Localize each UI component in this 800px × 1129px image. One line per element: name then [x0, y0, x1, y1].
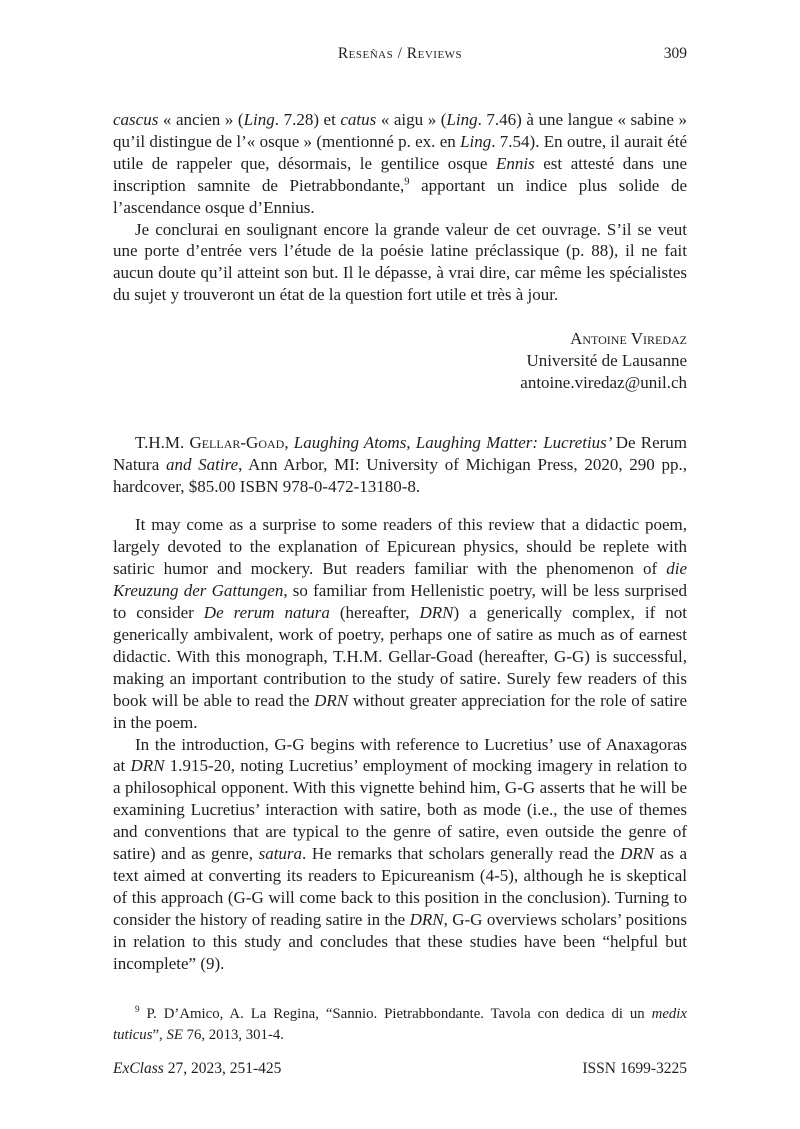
- viredaz-paragraph-continuation: cascus « ancien » (Ling. 7.28) et catus « aigu » (Ling. 7.46) à une langue « sabine » qu’il distingue de l’« osque » (mentionné p. ex. en Ling. 7.54). En outre, il aurait été utile de rappeler que, désormais, le gentilice osque Ennis est attesté dans une inscription samnite de Pietrabbondante,$^9$ apportant un indice plus solide de l’ascendance osque d’Ennius.: [113, 110, 687, 217]
- issn: ISSN 1699-3225: [582, 1060, 687, 1077]
- footnote-9: $^9$ P. D’Amico, A. La Regina, “Sannio. Pietrabbondante. Tavola con dedica di un medix tuticus”, SE 76, 2013, 301-4.: [113, 1003, 687, 1044]
- page-header: [113, 44, 687, 63]
- review-paragraph-1: It may come as a surprise to some readers of this review that a didactic poem, largely devoted to the explanation of Epicurean physics, should be replete with satiric humor and mockery. But readers familiar with the phenomenon of die Kreuzung der Gattungen, so familiar from Hellenistic poetry, will be less surprised to consider De rerum natura (hereafter, DRN) a generically complex, if not generically ambivalent, work of poetry, perhaps one of satire as much as of earnest didactic. With this monograph, T.H.M. Gellar-Goad (hereafter, G-G) is successful, making an important contribution to the study of satire. Surely few readers of this book will be able to read the DRN without greater appreciation for the role of satire in the poem.: [113, 515, 687, 732]
- page-footer: [113, 1059, 687, 1078]
- reviewer-email: antoine.viredaz@unil.ch: [520, 372, 687, 392]
- viredaz-paragraph-conclusion: Je conclurai en soulignant encore la grande valeur de cet ouvrage. S’il se veut une porte d’entrée vers l’étude de la poésie latine préclassique (p. 88), il ne fait aucun doute qu’il atteint son but. Il le dépasse, à vrai dire, car même les spécialistes du sujet y trouveront un état de la question fort utile et très à jour.: [113, 219, 687, 305]
- running-head: Reseñas / Reviews: [337, 45, 463, 62]
- review-heading: T.H.M. Gellar-Goad, Laughing Atoms, Laughing Matter: Lucretius’ De Rerum Natura and Satire, Ann Arbor, MI: University of Michigan Press, 2020, 290 pp., hardcover, $85.00 ISBN 978-0-472-13180-8.: [113, 432, 688, 496]
- reviewer-signature-block: [113, 328, 687, 394]
- review-paragraph-2: In the introduction, G-G begins with reference to Lucretius’ use of Anaxagoras at DRN 1.915-20, noting Lucretius’ employment of mocking imagery in relation to a philosophical opponent. With this vignette behind him, G-G asserts that he will be examining Lucretius’ interaction with satire, both as mode (i.e., the use of themes and conventions that are typical to the genre of satire, even outside the genre of satire) and as genre, satura. He remarks that scholars generally read the DRN as a text aimed at converting its readers to Epicureanism (4-5), although he is skeptical of this approach (G-G will come back to this position in the conclusion). Turning to consider the history of reading satire in the DRN, G-G overviews scholars’ positions in relation to this study and concludes that these studies have been “helpful but incomplete” (9).: [113, 734, 687, 973]
- reviewer-affiliation: Université de Lausanne: [526, 350, 687, 370]
- page-content: [113, 109, 687, 1047]
- journal-citation: ExClass 27, 2023, 251-425: [113, 1060, 282, 1077]
- reviewer-name: Antoine Viredaz: [570, 329, 687, 349]
- page-number: 309: [663, 45, 687, 62]
